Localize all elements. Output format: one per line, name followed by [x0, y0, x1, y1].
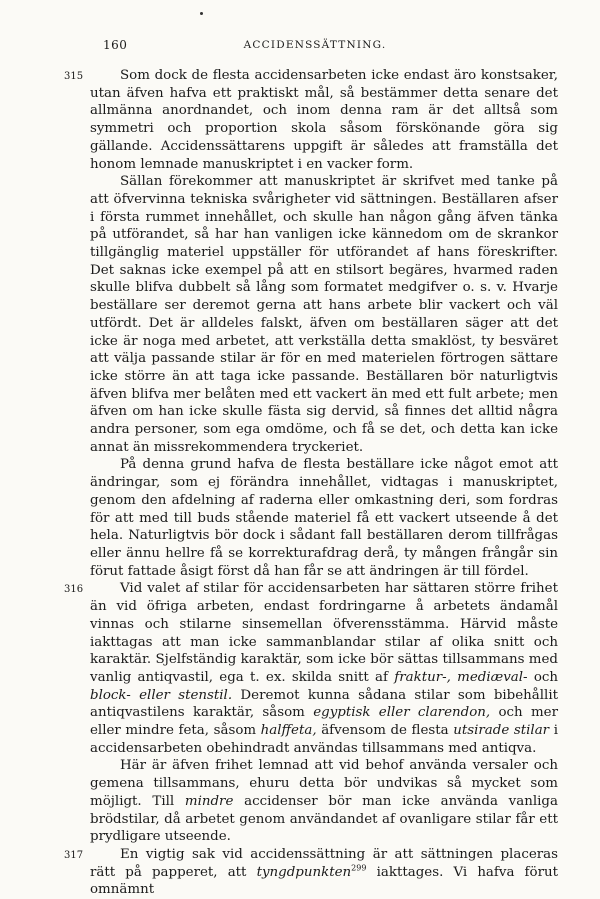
body-text [64, 67, 559, 899]
paragraph-316-1: 316 Vid valet af stilar för accidensarbeten har sättaren större frihet än vid öfriga arbeten, endast fordringarne å arbetets ändamål vinnas och stilarne sinsemellan öfverensstämma. Härvid måste iakttagas att man icke sammanblandar stilar af olika snitt och karaktär. Sjelfständig karaktär, som icke bör sättas tillsammans med vanlig antiqvastil, ega t. ex. skilda snitt af fraktur-, mediæval- och block- eller stenstil. Deremot kunna sådana stilar som bibehållit antiqvastilens karaktär, såsom egyptisk eller clarendon, och mer eller mindre feta, såsom halffeta, äfvensom de flesta utsirade stilar i accidensarbeten obehindradt användas tillsammans med antiqva. [64, 581, 559, 756]
page-number: 160 [103, 38, 128, 52]
section-number-316: 316 [64, 584, 84, 596]
italic-term: utsirade stilar [453, 723, 550, 739]
paragraph-315-3: På denna grund hafva de flesta beställare icke något emot att ändringar, som ej förändra innehållet, vidtagas i manuskriptet, genom den afdelning af raderna eller omkastning deri, som fordras för att med till buds stående materiel få ett vackert utseende å det hela. Naturligtvis bör dock i sådant fall beställaren derom tillfrågas eller ännu hellre få se korrekturafdrag derå, ty mången frångår sin förut fattade åsigt först då han får se att ändringen är till fördel. [90, 457, 558, 579]
italic-term: halffeta, [260, 723, 317, 739]
italic-term: tyngdpunkten [256, 864, 352, 880]
paragraph-315-2: Sällan förekommer att manuskriptet är skrifvet med tanke på att öfvervinna tekniska svårigheter vid sättningen. Beställaren afser i första rummet innehållet, och skulle han någon gång äfven tänka på utförandet, så har han vanligen icke kännedom om de skrankor tillgänglig materiel uppställer för utförandet af hans föreskrifter. Det saknas icke exempel på att en stilsort begäres, hvarmed raden skulle blifva dubbelt så lång som formatet medgifver o. s. v. Hvarje beställare ser deremot gerna att hans arbete blir vackert och väl utfördt. Det är alldeles falskt, äfven om beställaren säger att det icke är noga med arbetet, att verkställa detta smaklöst, ty besväret att välja passande stilar är för en med materielen förtrogen sättare icke större än att taga icke passande. Beställaren bör naturligtvis äfven blifva mer belåten med ett vackert än med ett fult arbete; men äfven om han icke skulle fästa sig dervid, så finnes det alltid några andra personer, som ega omdöme, och få se det, och detta kan icke annat än missrekommendera tryckeriet. [90, 174, 558, 455]
page-header [0, 38, 600, 54]
print-speck [200, 12, 203, 15]
section-number-315: 315 [64, 71, 84, 82]
section-number-317: 317 [64, 849, 84, 861]
paragraph-317-1: 317 En vigtig sak vid accidenssättning är att sättningen placeras rätt på papperet, att tyngdpunkten$^{299}$ iakttages. Vi hafva förut omnämnt [64, 846, 558, 898]
italic-term: mindre [184, 793, 234, 809]
paragraph-316-2: Här är äfven frihet lemnad att vid behof använda versaler och gemena tillsammans, ehuru detta bör undvikas så mycket som möjligt. Till mindre accidenser bör man icke använda vanliga brödstilar, då arbetet genom användandet af ovanligare stilar får ett prydligare utseende. [90, 758, 558, 845]
italic-term: block- eller stenstil. [90, 687, 233, 703]
running-head: ACCIDENSSÄTTNING. [243, 39, 387, 51]
italic-term: fraktur-, mediæval- [394, 669, 528, 685]
italic-term: egyptisk eller clarendon, [313, 705, 491, 721]
footnote-ref[interactable]: 299 [351, 863, 367, 873]
paragraph-315-1: 315 Som dock de flesta accidensarbeten icke endast äro konstsaker, utan äfven hafva ett praktiskt mål, så bestämmer detta senare det allmänna anordnandet, och inom denna ram är det alltså som symmetri och proportion skola såsom förskönande göra sig gällande. Accidenssättarens uppgift är således att framställa det honom lemnade manuskriptet i en vacker form. [64, 68, 558, 172]
